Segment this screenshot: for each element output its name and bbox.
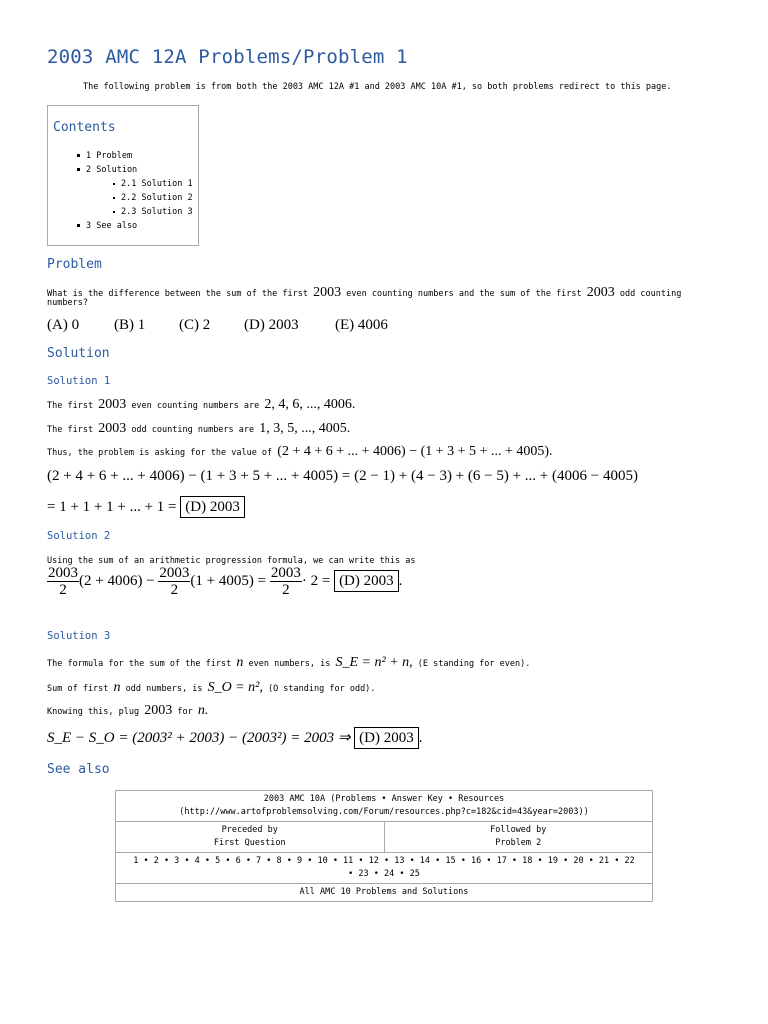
denominator: 2 bbox=[170, 582, 179, 598]
numerator: 2003 bbox=[48, 565, 78, 581]
toc-item-label: 2.1 Solution 1 bbox=[121, 179, 193, 189]
boxed-answer: (D) 2003 bbox=[180, 496, 245, 518]
fraction bbox=[158, 565, 190, 598]
text: even numbers, is bbox=[248, 659, 331, 669]
all-problems-link[interactable]: All AMC 10 Problems and Solutions bbox=[299, 887, 469, 897]
boxed-answer: (D) 2003 bbox=[334, 570, 399, 592]
text: for bbox=[177, 707, 193, 717]
text: Knowing this, plug bbox=[47, 707, 140, 717]
bullet-icon bbox=[77, 154, 80, 157]
math-expression: · 2 = bbox=[301, 572, 331, 589]
solution-heading: Solution bbox=[47, 346, 110, 361]
preceded-by-link[interactable]: First Question bbox=[213, 838, 286, 848]
solution-3-heading: Solution 3 bbox=[47, 630, 111, 642]
choice-b: (B) 1 bbox=[114, 317, 146, 333]
nav-title[interactable]: 2003 AMC 10A (Problems • Answer Key • Resources bbox=[263, 794, 505, 804]
solution-1-equation-1: (2 + 4 + 6 + ... + 4006) − (1 + 3 + 5 + ... + 4005) = (2 − 1) + (4 − 3) + (6 − 5) + ... + (4006 − 4005) bbox=[47, 468, 638, 484]
punctuation: . bbox=[398, 572, 403, 589]
text: Thus, the problem is asking for the value of bbox=[47, 448, 273, 458]
text: (E standing for even). bbox=[417, 659, 531, 669]
toc-item-solution-3[interactable] bbox=[113, 207, 193, 217]
choice-c: (C) 2 bbox=[179, 317, 211, 333]
choice-d: (D) 2003 bbox=[244, 317, 299, 333]
problem-number-links[interactable]: 1 • 2 • 3 • 4 • 5 • 6 • 7 • 8 • 9 • 10 • 11 • 12 • 13 • 14 • 15 • 16 • 17 • 18 • 19 • 20 • 21 • 22 bbox=[133, 856, 635, 866]
bullet-icon bbox=[113, 197, 115, 199]
nav-resources-link[interactable]: (http://www.artofproblemsolving.com/Forum/resources.php?c=182&cid=43&year=2003)) bbox=[179, 807, 589, 817]
followed-by-label: Followed by bbox=[490, 825, 547, 835]
toc-item-solution[interactable] bbox=[77, 165, 137, 175]
fraction bbox=[270, 565, 302, 598]
table-of-contents bbox=[47, 105, 199, 246]
problem-text: even counting numbers and the sum of the first bbox=[346, 289, 582, 299]
solution-1-heading: Solution 1 bbox=[47, 375, 111, 387]
preceded-by-cell bbox=[116, 822, 385, 853]
math-variable: n. bbox=[197, 703, 209, 718]
preceded-by-label: Preceded by bbox=[221, 825, 278, 835]
answer-choices bbox=[47, 317, 388, 334]
toc-item-label: 2.3 Solution 3 bbox=[121, 207, 193, 217]
math-expression: = 1 + 1 + 1 + ... + 1 = bbox=[47, 499, 177, 515]
problem-statement bbox=[47, 285, 681, 301]
page-title: 2003 AMC 12A Problems/Problem 1 bbox=[47, 46, 408, 68]
math-expression: (1 + 4005) = bbox=[190, 572, 267, 589]
math-expression: 2, 4, 6, ..., 4006. bbox=[264, 397, 356, 412]
text: odd counting numbers are bbox=[131, 425, 255, 435]
problem-number-links-continued[interactable]: • 23 • 24 • 25 bbox=[348, 869, 420, 879]
math-number: 2003 bbox=[98, 397, 127, 412]
fraction bbox=[47, 565, 79, 598]
text: The first bbox=[47, 425, 94, 435]
text: (O standing for odd). bbox=[267, 684, 376, 694]
solution-3-line-1 bbox=[47, 655, 530, 671]
solution-1-line-2 bbox=[47, 421, 350, 437]
solution-1-line-1 bbox=[47, 397, 355, 413]
navigation-box bbox=[115, 790, 653, 902]
toc-item-label: 3 See also bbox=[86, 221, 138, 231]
nav-title-cell bbox=[116, 791, 653, 822]
see-also-heading: See also bbox=[47, 762, 110, 777]
math-expression: (2 + 4006) − bbox=[79, 572, 155, 589]
bullet-icon bbox=[77, 168, 80, 171]
text: Sum of first bbox=[47, 684, 109, 694]
denominator: 2 bbox=[59, 582, 67, 598]
choice-e: (E) 4006 bbox=[335, 317, 388, 333]
intro-text: The following problem is from both the 2003 AMC 12A #1 and 2003 AMC 10A #1, so both problems redirect to this page. bbox=[83, 82, 672, 92]
math-number: 2003 bbox=[144, 703, 173, 718]
toc-item-label: 1 Problem bbox=[86, 151, 133, 161]
bullet-icon bbox=[113, 183, 115, 185]
solution-2-heading: Solution 2 bbox=[47, 530, 111, 542]
all-problems-cell bbox=[116, 884, 653, 902]
numerator: 2003 bbox=[270, 565, 301, 581]
toc-item-see-also[interactable] bbox=[77, 221, 137, 231]
solution-2-equation bbox=[47, 565, 402, 598]
problem-text: odd counting bbox=[619, 289, 682, 299]
followed-by-link[interactable]: Problem 2 bbox=[495, 838, 542, 848]
punctuation: . bbox=[418, 730, 423, 746]
problem-text-continued: numbers? bbox=[47, 298, 88, 308]
problem-text: What is the difference between the sum of the first bbox=[47, 289, 308, 299]
math-number: 2003 bbox=[586, 285, 615, 300]
solution-3-equation bbox=[47, 727, 422, 749]
bullet-icon bbox=[77, 224, 80, 227]
math-number: 2003 bbox=[313, 285, 342, 300]
toc-item-label: 2 Solution bbox=[86, 165, 138, 175]
numerator: 2003 bbox=[159, 565, 190, 581]
denominator: 2 bbox=[282, 582, 290, 598]
math-expression: S_E = n² + n, bbox=[335, 655, 413, 670]
problem-heading: Problem bbox=[47, 257, 102, 272]
solution-2-text: Using the sum of an arithmetic progression formula, we can write this as bbox=[47, 556, 416, 566]
solution-3-line-3 bbox=[47, 703, 208, 719]
math-variable: n bbox=[236, 655, 244, 670]
math-variable: n bbox=[113, 680, 121, 695]
solution-1-equation-2 bbox=[47, 496, 245, 518]
text: odd numbers, is bbox=[125, 684, 203, 694]
choice-a: (A) 0 bbox=[47, 317, 80, 333]
toc-item-solution-1[interactable] bbox=[113, 179, 193, 189]
math-number: 2003 bbox=[98, 421, 127, 436]
bullet-icon bbox=[113, 211, 115, 213]
toc-title: Contents bbox=[53, 120, 116, 135]
text: The formula for the sum of the first bbox=[47, 659, 232, 669]
math-expression: (2 + 4 + 6 + ... + 4006) − (1 + 3 + 5 + ... + 4005). bbox=[277, 444, 553, 459]
solution-3-line-2 bbox=[47, 680, 375, 696]
followed-by-cell bbox=[384, 822, 653, 853]
text: The first bbox=[47, 401, 94, 411]
toc-item-label: 2.2 Solution 2 bbox=[121, 193, 193, 203]
toc-item-problem[interactable] bbox=[77, 151, 132, 161]
solution-1-line-3 bbox=[47, 444, 553, 460]
problem-numbers-cell bbox=[116, 853, 653, 884]
boxed-answer: (D) 2003 bbox=[354, 727, 419, 749]
text: even counting numbers are bbox=[131, 401, 260, 411]
math-expression: S_E − S_O = (2003² + 2003) − (2003²) = 2003 ⇒ bbox=[47, 730, 351, 746]
math-expression: S_O = n², bbox=[207, 680, 263, 695]
math-expression: 1, 3, 5, ..., 4005. bbox=[259, 421, 351, 436]
toc-item-solution-2[interactable] bbox=[113, 193, 193, 203]
